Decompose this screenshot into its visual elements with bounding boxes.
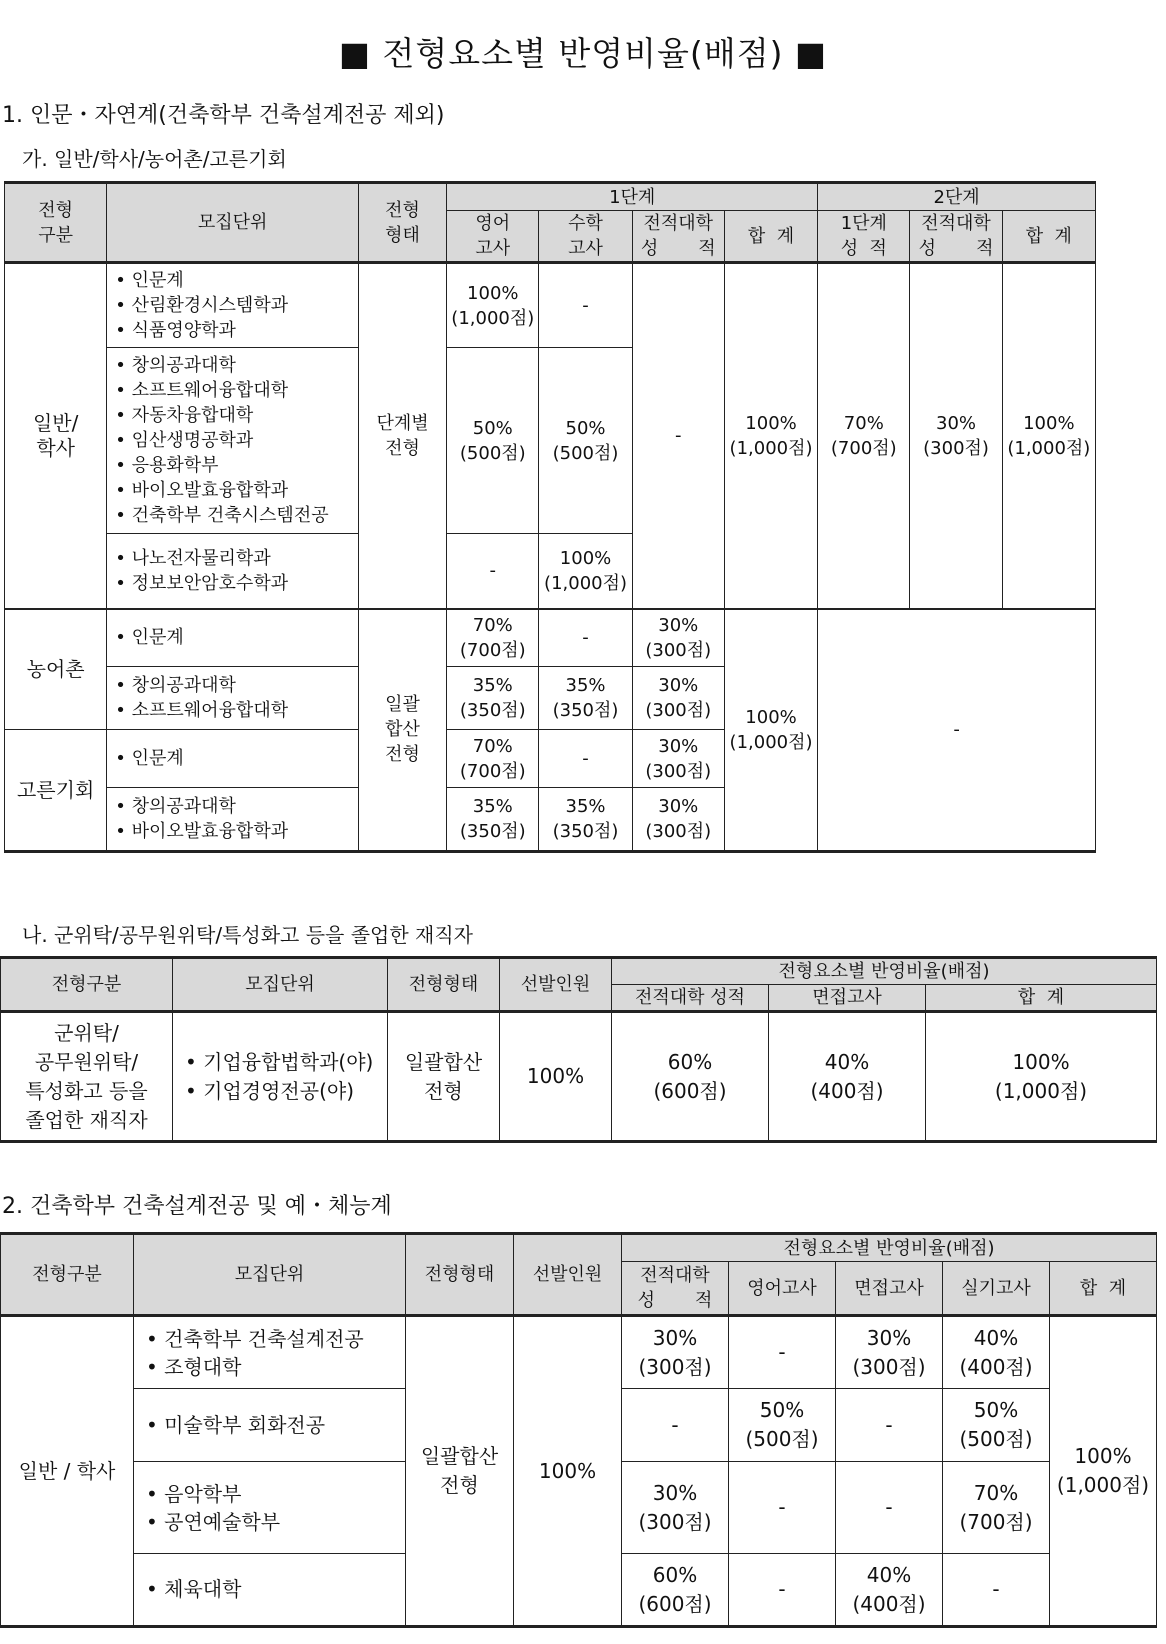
list-item: • 체육대학 [134,1554,406,1627]
cell-practical: - [943,1554,1050,1627]
list-item: • 인문계 • 산림환경시스템학과 • 식품영양학과 [107,263,359,348]
cell-interview: - [836,1462,943,1554]
header-form: 전형형태 [388,958,500,1012]
group-general: 일반 / 학사 [1,1316,134,1627]
cell-practical: 40% (400점) [943,1316,1050,1389]
header-prev-grades: 전적대학 성적 [612,985,769,1012]
header-interview: 면접고사 [769,985,926,1012]
cell-prev-grades: 30% (300점) [632,788,724,852]
header-type: 전형구분 [1,1234,134,1316]
cell-interview: 30% (300점) [836,1316,943,1389]
section1-heading: 1. 인문・자연계(건축학부 건축설계전공 제외) [2,103,445,128]
header-english: 영어 고사 [447,211,539,263]
header-unit: 모집단위 [173,958,388,1012]
header-total: 합 계 [724,211,817,263]
list-item: • 나노전자물리학과 • 정보보안암호수학과 [107,534,359,609]
header-english: 영어고사 [729,1262,836,1316]
cell-eng: 35% (350점) [447,788,539,852]
list-item: • 건축학부 건축설계전공 • 조형대학 [134,1316,406,1389]
cell-eng: - [729,1462,836,1554]
cell-stage2-empty: - [818,609,1096,852]
cell-prev-grades-2: 30% (300점) [910,263,1002,609]
header-total: 합 계 [1050,1262,1157,1316]
header-prev-grades-2: 전적대학 성 적 [910,211,1002,263]
cell-form: 일괄합산 전형 [388,1012,500,1142]
header-selection: 선발인원 [500,958,612,1012]
cell-total: 100% (1,000점) [724,263,817,609]
table-arts [0,1232,1157,1628]
cell-eng: 50% (500점) [729,1389,836,1462]
list-item: • 창의공과대학 • 소프트웨어융합대학 • 자동차융합대학 • 임산생명공학과 • 응용화학부 • 바이오발효융합학과 • 건축학부 건축시스템전공 [107,348,359,534]
cell-selection: 100% [514,1316,622,1627]
group-equal: 고른기회 [5,730,107,852]
cell-eng: - [447,534,539,609]
form-stage: 단계별 전형 [358,263,446,609]
header-selection: 선발인원 [514,1234,622,1316]
list-item: • 기업융합법학과(야) • 기업경영전공(야) [173,1012,388,1142]
cell-eng: 50% (500점) [447,348,539,534]
cell-practical: 70% (700점) [943,1462,1050,1554]
header-total: 합 계 [926,985,1157,1012]
header-type: 전형 구분 [5,183,107,263]
header-unit: 모집단위 [107,183,359,263]
header-math: 수학 고사 [539,211,632,263]
table-employee [0,956,1157,1143]
list-item: • 음악학부 • 공연예술학부 [134,1462,406,1554]
cell-math: 35% (350점) [539,788,632,852]
cell-math: 35% (350점) [539,667,632,730]
header-form: 전형 형태 [358,183,446,263]
cell-prev-grades: - [622,1389,729,1462]
cell-prev-grades: 30% (300점) [632,730,724,788]
form-lump: 일괄 합산 전형 [358,609,446,852]
header-stage2: 2단계 [818,183,1096,211]
cell-interview: 40% (400점) [769,1012,926,1142]
cell-total: 100% (1,000점) [926,1012,1157,1142]
cell-prev-grades: 30% (300점) [632,667,724,730]
cell-eng: 70% (700점) [447,730,539,788]
cell-eng: - [729,1316,836,1389]
cell-prev-grades: 60% (600점) [612,1012,769,1142]
cell-prev-grades: 30% (300점) [632,609,724,667]
cell-practical: 50% (500점) [943,1389,1050,1462]
cell-total-2: 100% (1,000점) [1002,263,1095,609]
cell-math: 50% (500점) [539,348,632,534]
cell-total: 100% (1,000점) [1050,1316,1157,1627]
header-stage1-grade: 1단계 성 적 [818,211,910,263]
cell-eng: 35% (350점) [447,667,539,730]
cell-selection: 100% [500,1012,612,1142]
header-form: 전형형태 [406,1234,514,1316]
group-farm: 농어촌 [5,609,107,730]
header-total-2: 합 계 [1002,211,1095,263]
cell-prev-grades: 30% (300점) [622,1462,729,1554]
section1-sub-a: 가. 일반/학사/농어촌/고른기회 [22,147,287,171]
cell-interview: 40% (400점) [836,1554,943,1627]
cell-prev-grades: 30% (300점) [622,1316,729,1389]
cell-total: 100% (1,000점) [724,609,817,852]
list-item: • 미술학부 회화전공 [134,1389,406,1462]
cell-interview: - [836,1389,943,1462]
header-stage1: 1단계 [447,183,818,211]
page-title: ■ 전형요소별 반영비율(배점) ■ [338,34,828,73]
section2-heading: 2. 건축학부 건축설계전공 및 예・체능계 [2,1194,392,1219]
cell-math: 100% (1,000점) [539,534,632,609]
header-type: 전형구분 [1,958,173,1012]
cell-prev-grades: - [632,263,724,609]
cell-eng: 70% (700점) [447,609,539,667]
header-unit: 모집단위 [134,1234,406,1316]
cell-stage1-grade: 70% (700점) [818,263,910,609]
table-general [4,181,1096,853]
list-item: • 창의공과대학 • 소프트웨어융합대학 [107,667,359,730]
cell-math: - [539,263,632,348]
cell-prev-grades: 60% (600점) [622,1554,729,1627]
cell-eng: - [729,1554,836,1627]
list-item: • 인문계 [107,609,359,667]
list-item: • 인문계 [107,730,359,788]
group-general: 일반/ 학사 [5,263,107,609]
group-employee: 군위탁/ 공무원위탁/ 특성화고 등을 졸업한 재직자 [1,1012,173,1142]
cell-eng: 100% (1,000점) [447,263,539,348]
header-ratio: 전형요소별 반영비율(배점) [612,958,1157,985]
cell-form: 일괄합산 전형 [406,1316,514,1627]
cell-math: - [539,609,632,667]
header-prev-grades: 전적대학 성 적 [622,1262,729,1316]
header-interview: 면접고사 [836,1262,943,1316]
header-ratio: 전형요소별 반영비율(배점) [622,1234,1157,1262]
header-prev-grades: 전적대학 성 적 [632,211,724,263]
section1-sub-b: 나. 군위탁/공무원위탁/특성화고 등을 졸업한 재직자 [22,923,473,947]
cell-math: - [539,730,632,788]
header-practical: 실기고사 [943,1262,1050,1316]
list-item: • 창의공과대학 • 바이오발효융합학과 [107,788,359,852]
